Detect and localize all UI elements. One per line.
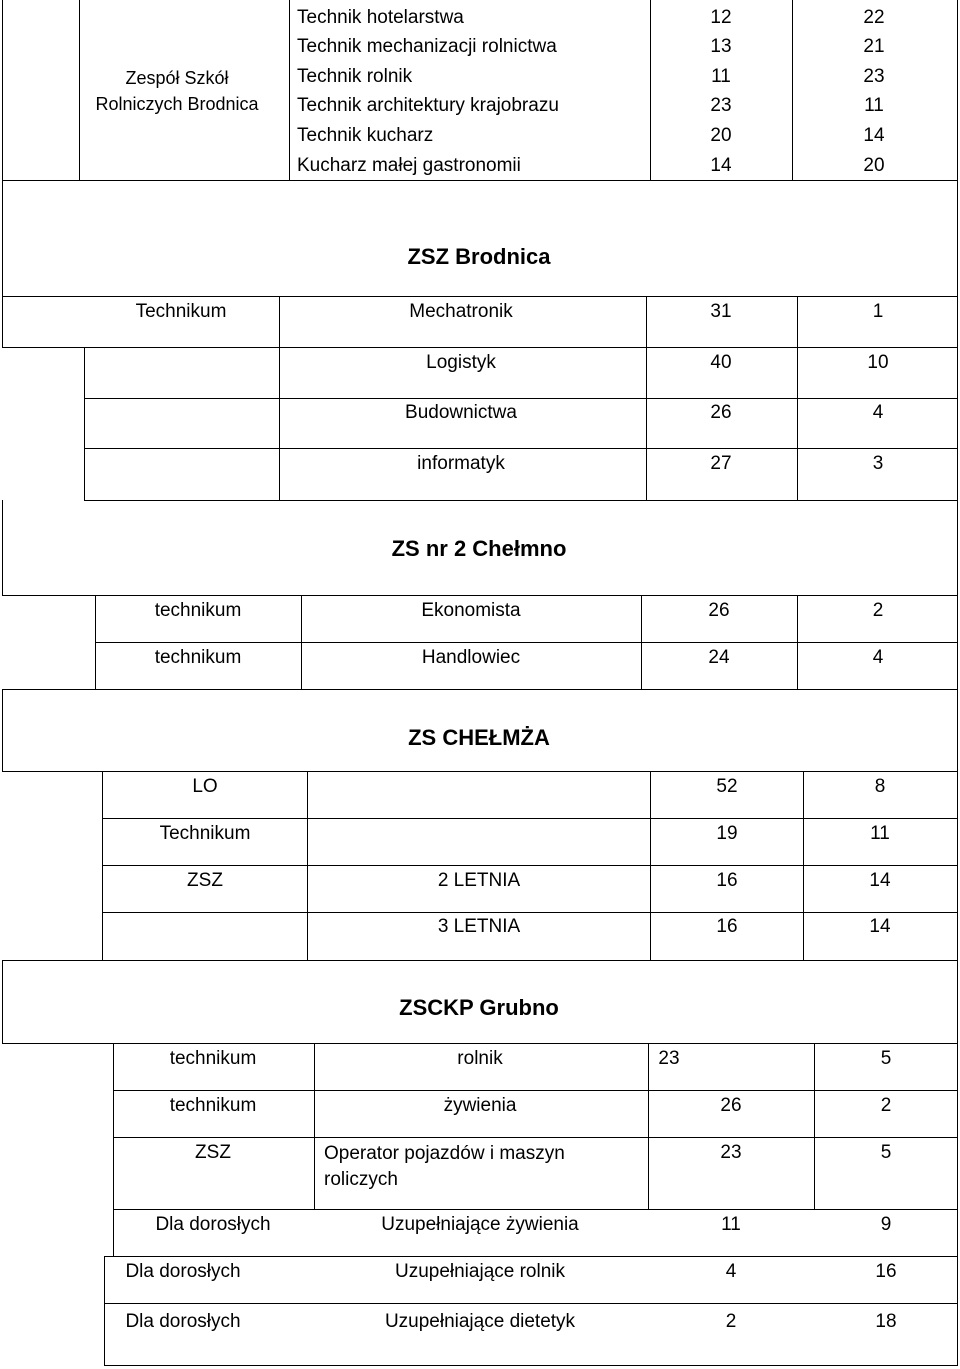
profession-name: Technik mechanizacji rolnictwa (297, 36, 557, 57)
school-type: ZSZ (187, 870, 223, 891)
section-title: ZSZ Brodnica (407, 244, 551, 269)
profession-name: Uzupełniające rolnik (394, 1261, 566, 1282)
school-type: LO (192, 776, 218, 797)
value-a: 26 (710, 402, 732, 423)
school-type: technikum (154, 600, 242, 621)
value-b: 9 (880, 1214, 892, 1235)
profession-name: informatyk (417, 453, 505, 474)
school-type: Dla dorosłych (155, 1214, 271, 1235)
value-a: 16 (716, 870, 738, 891)
school-type: technikum (169, 1048, 257, 1069)
value-a: 20 (710, 125, 732, 146)
profession-name: Handlowiec (421, 647, 521, 668)
school-name: Zespół Szkół Rolniczych Brodnica (95, 68, 259, 114)
profession-name: Kucharz małej gastronomii (297, 155, 521, 176)
value-a: 31 (710, 301, 732, 322)
profession-name: Mechatronik (409, 301, 513, 322)
profession-name: Technik kucharz (297, 125, 434, 146)
profession-name: Technik hotelarstwa (297, 7, 464, 28)
profession-name: Ekonomista (421, 600, 521, 621)
value-b: 4 (872, 402, 884, 423)
section-title: ZSCKP Grubno (399, 995, 559, 1020)
profession-name: Uzupełniające dietetyk (384, 1311, 576, 1332)
school-type: Technikum (135, 301, 227, 322)
value-b: 5 (880, 1142, 892, 1163)
value-b: 14 (863, 125, 885, 146)
school-type: technikum (154, 647, 242, 668)
value-b: 8 (874, 776, 886, 797)
value-b: 4 (872, 647, 884, 668)
value-b: 18 (875, 1311, 897, 1332)
value-b: 11 (864, 95, 884, 116)
value-a: 23 (658, 1048, 680, 1069)
value-b: 5 (880, 1048, 892, 1069)
value-b: 10 (867, 352, 889, 373)
value-a: 13 (710, 36, 732, 57)
value-a: 2 (725, 1311, 737, 1332)
value-a: 12 (710, 7, 732, 28)
value-b: 22 (863, 7, 885, 28)
profession-name: Technik rolnik (297, 66, 413, 87)
value-b: 2 (880, 1095, 892, 1116)
profession-name: Uzupełniające żywienia (381, 1214, 579, 1235)
profession-name: rolnik (457, 1048, 503, 1069)
value-b: 11 (870, 823, 890, 844)
value-b: 23 (863, 66, 885, 87)
value-a: 52 (716, 776, 738, 797)
school-type: Dla dorosłych (125, 1311, 241, 1332)
value-a: 4 (725, 1261, 737, 1282)
section-title: ZS nr 2 Chełmno (391, 536, 567, 561)
value-b: 1 (872, 301, 884, 322)
value-a: 24 (708, 647, 730, 668)
value-b: 21 (863, 36, 885, 57)
school-type: Technikum (159, 823, 251, 844)
profession-name: Logistyk (426, 352, 496, 373)
school-type: technikum (169, 1095, 257, 1116)
value-b: 2 (872, 600, 884, 621)
profession-name: żywienia (443, 1095, 517, 1116)
value-a: 16 (716, 916, 738, 937)
value-a: 19 (716, 823, 738, 844)
school-type: ZSZ (195, 1142, 231, 1163)
section-title: ZS CHEŁMŻA (408, 725, 550, 750)
profession-name: Budownictwa (405, 402, 517, 423)
value-a: 26 (708, 600, 730, 621)
value-b: 14 (869, 916, 891, 937)
value-a: 23 (720, 1142, 742, 1163)
value-a: 23 (710, 95, 732, 116)
profession-name: 3 LETNIA (437, 916, 521, 937)
value-a: 27 (710, 453, 732, 474)
profession-name: Operator pojazdów i maszyn roliczych (324, 1143, 565, 1190)
profession-name: 2 LETNIA (437, 870, 521, 891)
value-b: 3 (872, 453, 884, 474)
value-b: 14 (869, 870, 891, 891)
value-a: 14 (710, 155, 732, 176)
value-b: 20 (863, 155, 885, 176)
value-a: 11 (721, 1214, 741, 1235)
value-a: 26 (720, 1095, 742, 1116)
value-a: 40 (710, 352, 732, 373)
school-type: Dla dorosłych (125, 1261, 241, 1282)
value-b: 16 (875, 1261, 897, 1282)
profession-name: Technik architektury krajobrazu (297, 95, 559, 116)
value-a: 11 (711, 66, 731, 87)
